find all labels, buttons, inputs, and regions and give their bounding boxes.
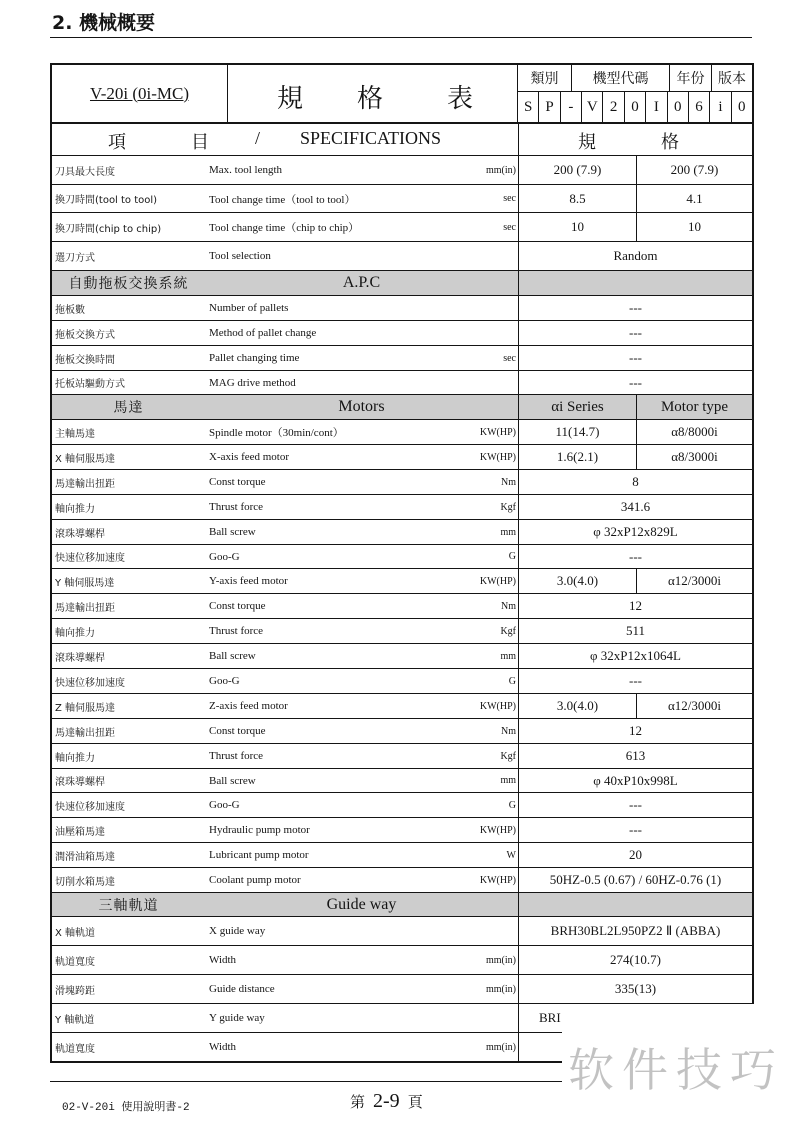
label-en: Y-axis feed motor: [209, 575, 288, 587]
value-cell: [518, 694, 752, 718]
spec-row: [52, 544, 752, 568]
unit: mm: [500, 650, 516, 662]
label-zh: 滾珠導螺桿: [55, 777, 105, 788]
document-code: 02-V-20i 使用說明書-2: [62, 1102, 190, 1114]
spec-row: [52, 241, 752, 270]
spec-row: [52, 867, 752, 892]
code-char: i: [710, 92, 731, 122]
value-cell: [518, 420, 752, 444]
value-cell: [518, 644, 752, 668]
value-cell: [518, 744, 752, 768]
value: 341.6: [620, 499, 651, 514]
value: ---: [629, 548, 642, 564]
label-en: Goo-G: [209, 550, 240, 563]
code-label: 類別: [518, 65, 572, 91]
model-cell: [52, 65, 228, 122]
watermark: [562, 1004, 800, 1102]
value-cell: [518, 445, 752, 469]
value: ---: [629, 350, 642, 365]
value: ---: [629, 822, 642, 837]
unit: mm(in): [486, 983, 516, 995]
label-en-cell: [205, 420, 518, 444]
spec-row: [52, 320, 752, 345]
value: ---: [629, 374, 642, 390]
value-cell: [518, 156, 752, 184]
spec-row: [52, 519, 752, 544]
label-en: Thrust force: [209, 625, 264, 637]
value: 613: [625, 748, 646, 763]
value: α8/8000i: [671, 424, 718, 439]
label-zh: 軸向推力: [55, 503, 95, 515]
label-en-cell: [205, 719, 518, 743]
label-en: Const torque: [209, 600, 266, 612]
label-en-cell: [205, 818, 518, 842]
label-zh: 換刀時間(chip to chip): [55, 223, 162, 235]
label-en: Thrust force: [209, 501, 264, 513]
value: 3.0(4.0): [519, 694, 637, 718]
value: 50HZ-0.5 (0.67) / 60HZ-0.76 (1): [549, 872, 722, 887]
title-char: 格: [357, 84, 384, 114]
label-zh: 馬達輸出扭距: [55, 727, 115, 739]
label-en: Goo-G: [209, 799, 240, 811]
label-zh: 滾珠導螺桿: [55, 528, 105, 540]
spec-row: [52, 768, 752, 792]
label-en: Pallet changing time: [209, 352, 300, 364]
label-en: Width: [209, 954, 237, 966]
code-char: 0: [738, 98, 746, 115]
label-en: Guide distance: [209, 983, 275, 995]
label-zh: 快速位移加速度: [55, 677, 125, 689]
label-zh: 快速位移加速度: [55, 801, 125, 813]
label-zh: X 軸軌道: [55, 927, 96, 939]
value: 1.6(2.1): [519, 445, 637, 469]
spec-row: [52, 494, 752, 519]
label-en-cell: [205, 321, 518, 345]
label-en-cell: [205, 156, 518, 184]
code-label: 機型代碼: [572, 65, 670, 91]
value: φ 32xP12x829L: [593, 524, 678, 539]
page-number-value: 2-9: [373, 1090, 400, 1112]
label-en-cell: [205, 185, 518, 212]
value-cell: [518, 296, 752, 320]
label-en: X-axis feed motor: [209, 451, 290, 463]
spec-row: [52, 419, 752, 444]
label-zh: Y 軸軌道: [55, 1014, 95, 1026]
label-en: Y guide way: [209, 1012, 265, 1024]
value: φ 40xP10x998L: [593, 772, 678, 788]
label-en: Const torque: [209, 725, 266, 737]
value: ---: [629, 300, 642, 315]
label-en-cell: [205, 1033, 518, 1061]
value: Random: [613, 248, 658, 263]
label-zh: 選刀方式: [55, 252, 95, 264]
label-zh: 馬達輸出扭距: [55, 602, 115, 614]
spec-char: 格: [661, 132, 679, 153]
value: 4.1: [686, 190, 703, 206]
value-cell: [518, 946, 752, 974]
value: α12/3000i: [667, 573, 722, 588]
value: 8.5: [519, 185, 637, 212]
value-cell: [518, 346, 752, 370]
label-en: MAG drive method: [209, 376, 296, 389]
spec-row: [52, 792, 752, 817]
code-char: V: [582, 92, 603, 122]
label-en: Method of pallet change: [209, 327, 317, 339]
label-zh: 滾珠導螺桿: [55, 652, 105, 664]
spec-header-row: [52, 122, 752, 155]
spec-row: [52, 643, 752, 668]
label-zh: 切削水箱馬達: [55, 876, 115, 888]
value: α8/3000i: [671, 449, 718, 464]
spec-row: [52, 743, 752, 768]
label-en-cell: [205, 769, 518, 792]
code-char: 2: [603, 92, 624, 122]
spec-row: [52, 693, 752, 718]
label-en-cell: [205, 213, 518, 241]
label-zh: Z 軸伺服馬達: [55, 702, 116, 714]
unit: sec: [503, 221, 516, 233]
chapter-title: 2. 機械概要: [52, 12, 156, 34]
value-cell: [518, 975, 752, 1003]
value-cell: [518, 371, 752, 394]
value-cell: [518, 769, 752, 792]
value: 200 (7.9): [670, 162, 719, 177]
spec-row: [52, 718, 752, 743]
label-en-cell: [205, 470, 518, 494]
model-name: V-20i (0i-MC): [89, 83, 189, 103]
label-en: Coolant pump motor: [209, 874, 301, 886]
code-chars: [518, 92, 752, 122]
item-char: 項: [108, 132, 126, 153]
value: 12: [629, 598, 642, 613]
value: 335(13): [614, 981, 657, 996]
value-cell: [518, 917, 752, 945]
label-en: Hydraulic pump motor: [209, 824, 310, 836]
label-zh: 軌道寬度: [55, 1043, 95, 1055]
value-cell: [518, 868, 752, 892]
label-en: X guide way: [209, 925, 266, 937]
value-cell: [518, 495, 752, 519]
label-en-cell: [205, 495, 518, 519]
label-zh: 拖板交換方式: [55, 329, 115, 341]
code-char: I: [646, 92, 667, 122]
label-zh: 軸向推力: [55, 627, 95, 639]
label-zh: 軌道寬度: [55, 956, 95, 968]
value-cell: [518, 719, 752, 743]
unit: G: [508, 551, 516, 562]
section-heading-apc: [52, 270, 752, 295]
item-char: 目: [191, 132, 209, 153]
page-suffix: 頁: [407, 1093, 423, 1111]
spec-row: [52, 945, 752, 974]
label-en: Ball screw: [209, 526, 256, 538]
label-zh: 換刀時間(tool to tool): [55, 195, 158, 206]
specifications-heading: SPECIFICATIONS: [300, 128, 442, 148]
value-cell: [518, 321, 752, 345]
value-cell: [518, 594, 752, 618]
spec-row: [52, 916, 752, 945]
label-en-cell: [205, 242, 518, 270]
spec-row: [52, 668, 752, 693]
spec-row: [52, 842, 752, 867]
code-label: 年份: [670, 65, 712, 91]
label-zh: 滑塊跨距: [55, 985, 95, 997]
spec-sheet: [50, 63, 754, 1063]
label-en-cell: [205, 445, 518, 469]
label-en-cell: [205, 1004, 518, 1032]
code-char: P: [539, 92, 560, 122]
label-zh: Y 軸伺服馬達: [55, 577, 115, 589]
unit: mm: [500, 526, 516, 538]
code-label: 版本: [718, 71, 746, 87]
value-cell: [518, 470, 752, 494]
unit: KW(HP): [479, 700, 516, 712]
value-cell: [518, 545, 752, 568]
unit: KW(HP): [479, 451, 516, 463]
label-en: Lubricant pump motor: [209, 849, 309, 861]
label-en: Tool change time（chip to chip）: [209, 222, 360, 234]
value-cell: [518, 242, 752, 270]
value: 20: [629, 847, 642, 862]
spec-row: [52, 345, 752, 370]
title-char: 規: [277, 84, 304, 114]
unit: G: [508, 675, 516, 687]
label-en-cell: [205, 296, 518, 320]
unit: sec: [503, 193, 516, 204]
watermark-text: 软件技巧: [568, 1043, 784, 1097]
column-heading: Motor type: [660, 398, 729, 415]
spec-row: [52, 370, 752, 394]
value: ---: [629, 797, 642, 812]
unit: KW(HP): [479, 824, 516, 836]
section-title-en: Motors: [338, 398, 385, 415]
label-en-cell: [205, 520, 518, 544]
code-labels: [518, 65, 752, 92]
unit: mm: [500, 775, 516, 786]
value-cell: [518, 669, 752, 693]
value: φ 32xP12x1064L: [590, 648, 681, 663]
value: 3.0(4.0): [519, 569, 637, 593]
value: 10: [519, 213, 637, 241]
label-en-cell: [205, 694, 518, 718]
label-zh: 油壓箱馬達: [55, 826, 105, 838]
value-cell: [518, 520, 752, 544]
code-char: -: [561, 92, 582, 122]
value-cell: [518, 793, 752, 817]
value-cell: [518, 569, 752, 593]
label-en-cell: [205, 569, 518, 593]
label-en-cell: [205, 346, 518, 370]
value-cell: [518, 185, 752, 212]
spec-row: [52, 974, 752, 1003]
label-zh: 軸向推力: [55, 752, 95, 764]
unit: Kgf: [500, 625, 516, 637]
value: BRI: [539, 1010, 561, 1025]
spec-row: [52, 184, 752, 212]
label-en-cell: [205, 868, 518, 892]
document-code-grid: [518, 65, 752, 122]
label-en-cell: [205, 594, 518, 618]
label-zh: 拖板交換時間: [55, 354, 115, 366]
label-en: Tool change time（tool to tool）: [209, 193, 356, 206]
label-en: Spindle motor（30min/cont）: [209, 427, 344, 439]
value-cell: [518, 619, 752, 643]
label-en-cell: [205, 917, 518, 945]
unit: Nm: [501, 600, 516, 612]
section-value-cell: [518, 395, 752, 419]
spec-header-item: [52, 124, 518, 155]
label-en-cell: [205, 644, 518, 668]
label-en: Tool selection: [209, 250, 271, 262]
section-title-zh: 自動拖板交換系統: [68, 276, 189, 292]
label-en-cell: [205, 371, 518, 394]
unit: mm(in): [486, 954, 516, 966]
value: ---: [629, 325, 642, 340]
spec-row: [52, 155, 752, 184]
unit: W: [506, 849, 516, 861]
value: ---: [629, 673, 642, 688]
label-en: Const torque: [209, 476, 266, 488]
label-en-cell: [205, 975, 518, 1003]
label-zh: 快速位移加速度: [55, 553, 125, 564]
label-en-cell: [205, 793, 518, 817]
code-char: S: [518, 92, 539, 122]
label-zh: 馬達輸出扭距: [55, 478, 115, 490]
value: 12: [629, 723, 642, 738]
label-en: Number of pallets: [209, 302, 289, 314]
label-en: Z-axis feed motor: [209, 700, 288, 712]
label-en-cell: [205, 744, 518, 768]
unit: KW(HP): [479, 426, 516, 438]
spec-row: [52, 568, 752, 593]
unit: mm(in): [486, 164, 516, 176]
section-title-en: Guide way: [326, 895, 397, 913]
code-char: 6: [689, 92, 710, 122]
header-rule: [50, 37, 752, 38]
section-title-en: A.P.C: [342, 274, 381, 291]
title-char: 表: [447, 84, 474, 114]
label-en-cell: [205, 619, 518, 643]
section-value-cell: [518, 271, 752, 295]
section-value-cell: [518, 893, 752, 916]
spec-row: [52, 295, 752, 320]
value-cell: [518, 843, 752, 867]
label-zh: 托板站驅動方式: [55, 379, 125, 390]
section-heading-guide-way: [52, 892, 752, 916]
spec-char: 規: [578, 132, 596, 153]
unit: mm(in): [486, 1041, 516, 1053]
label-en-cell: [205, 843, 518, 867]
unit: sec: [503, 352, 516, 364]
spec-row: [52, 618, 752, 643]
spec-row: [52, 469, 752, 494]
unit: Nm: [501, 476, 516, 488]
label-en: Thrust force: [209, 750, 264, 762]
value: 11(14.7): [519, 420, 637, 444]
unit: KW(HP): [479, 575, 516, 587]
spec-header-value: [518, 124, 752, 155]
column-heading: αi Series: [519, 395, 637, 419]
spec-row: [52, 444, 752, 469]
label-en: Ball screw: [209, 650, 256, 662]
value: BRH30BL2L950PZ2 Ⅱ (ABBA): [550, 923, 721, 938]
label-en: Goo-G: [209, 675, 240, 687]
label-zh: 主軸馬達: [55, 428, 95, 440]
value: 200 (7.9): [519, 156, 637, 184]
label-en: Width: [209, 1041, 237, 1053]
page-prefix: 第: [350, 1093, 366, 1111]
unit: KW(HP): [479, 874, 516, 886]
label-en: Max. tool length: [209, 164, 283, 176]
unit: Kgf: [500, 501, 516, 513]
unit: G: [508, 799, 516, 811]
label-zh: 刀具最大長度: [55, 166, 115, 178]
unit: Kgf: [500, 750, 516, 762]
value: α12/3000i: [667, 698, 722, 713]
code-char: 0: [625, 92, 646, 122]
label-zh: 拖板數: [55, 304, 85, 316]
label-en-cell: [205, 669, 518, 693]
value: 511: [625, 623, 646, 638]
unit: Nm: [501, 725, 516, 737]
value-cell: [518, 213, 752, 241]
label-en-cell: [205, 545, 518, 568]
value: 8: [632, 474, 639, 489]
value: 274(10.7): [610, 952, 661, 967]
value-cell: [518, 818, 752, 842]
spec-row: [52, 212, 752, 241]
label-zh: X 軸伺服馬達: [55, 453, 116, 465]
code-char: 0: [668, 92, 689, 122]
spec-row: [52, 817, 752, 842]
section-title-zh: 馬達: [113, 400, 144, 416]
slash: /: [255, 128, 261, 148]
section-heading-motors: [52, 394, 752, 419]
label-en-cell: [205, 946, 518, 974]
sheet-title: [228, 65, 518, 122]
title-block: [52, 65, 752, 122]
page-number: [350, 1090, 423, 1113]
label-zh: 潤滑油箱馬達: [55, 851, 115, 863]
spec-row: [52, 593, 752, 618]
value: 10: [688, 219, 701, 234]
section-title-zh: 三軸軌道: [98, 897, 159, 914]
label-en: Ball screw: [209, 774, 256, 787]
